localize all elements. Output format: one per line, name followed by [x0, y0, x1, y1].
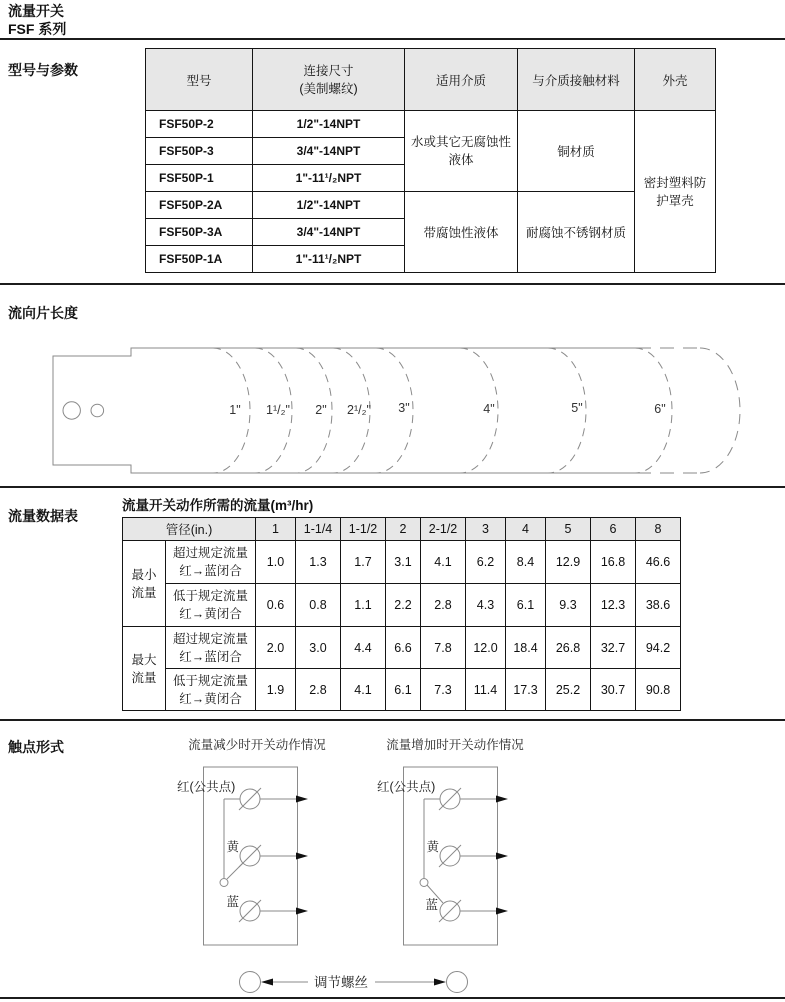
vane-outline: [53, 348, 637, 473]
vane-size-label: 1": [229, 403, 241, 417]
material-brass-cell: 铜材质: [518, 111, 635, 192]
pipe-size-header: 4: [506, 518, 546, 541]
flow-value: 26.8: [546, 627, 591, 669]
decrease-diagram-title: 流量减少时开关动作情况: [188, 738, 326, 752]
size-cell: 1"-11¹/₂NPT: [253, 165, 405, 192]
condition-line1: 低于规定流量: [172, 673, 248, 688]
pivot-point: [420, 879, 428, 887]
table-row: [146, 192, 716, 219]
flow-value: 17.3: [506, 669, 546, 711]
flow-value: 4.3: [466, 584, 506, 627]
model-cell: FSF50P-2A: [146, 192, 253, 219]
col-header-model: 型号: [146, 49, 253, 111]
flow-value: 12.3: [591, 584, 636, 627]
condition-line2: 红→蓝闭合: [179, 564, 242, 578]
divider-top: [0, 38, 785, 40]
size-cell: 3/4"-14NPT: [253, 219, 405, 246]
table-row: [123, 669, 681, 711]
arrow-right-icon: [296, 853, 308, 860]
flow-value: 3.0: [296, 627, 341, 669]
group-label-max: [123, 627, 166, 711]
doc-title: 流量开关: [8, 3, 64, 19]
yellow-terminal-label: 黄: [226, 840, 239, 854]
vane-size-label: 5": [571, 401, 583, 415]
doc-header: [8, 2, 66, 38]
vane-end-arc: [700, 348, 740, 473]
model-table: [145, 48, 716, 273]
condition-line1: 超过规定流量: [172, 546, 248, 560]
condition-line2: 红→黄闭合: [179, 691, 242, 706]
table-row: [146, 111, 716, 138]
pipe-size-header: 8: [636, 518, 681, 541]
group-label-line2: 流量: [131, 670, 157, 685]
section-label-flow: 流量数据表: [8, 508, 78, 524]
blue-terminal-label: 蓝: [425, 898, 438, 912]
flow-value: 12.0: [466, 627, 506, 669]
size-cell: 1/2"-14NPT: [253, 192, 405, 219]
condition-line2: 红→蓝闭合: [179, 649, 242, 664]
pipe-size-header: 1-1/4: [296, 518, 341, 541]
model-cell: FSF50P-2: [146, 111, 253, 138]
size-cell: 1/2"-14NPT: [253, 111, 405, 138]
flow-value: 1.7: [341, 541, 386, 584]
mounting-hole-small: [91, 404, 104, 417]
flow-value: 2.8: [421, 584, 466, 627]
flow-value: 1.3: [296, 541, 341, 584]
condition-cell: [166, 669, 256, 711]
vane-size-label: 3": [398, 401, 410, 415]
housing-line2: 护罩壳: [656, 193, 694, 208]
flow-table-header-row: [123, 518, 681, 541]
table-row: [123, 541, 681, 584]
vane-size-label: 1¹/₂": [266, 403, 290, 417]
flow-table-title: 流量开关动作所需的流量(m³/hr): [122, 498, 314, 513]
section-label-models: 型号与参数: [8, 62, 78, 78]
condition-line1: 超过规定流量: [172, 631, 248, 646]
flow-value: 4.1: [421, 541, 466, 584]
yellow-terminal-label: 黄: [426, 840, 439, 854]
vane-size-label: 4": [483, 402, 495, 416]
section-label-vane: 流向片长度: [8, 305, 78, 321]
model-table-header-row: [146, 49, 716, 111]
adjustment-screw-label: 调节螺丝: [314, 975, 368, 990]
increase-diagram-title: 流量增加时开关动作情况: [386, 738, 524, 752]
blue-terminal-label: 蓝: [226, 895, 239, 909]
medium-line2: 液体: [448, 153, 474, 167]
table-row: [123, 584, 681, 627]
arrow-right-icon: [296, 796, 308, 803]
vane-size-label: 2¹/₂": [347, 403, 371, 417]
contact-wiring-diagrams: [150, 730, 650, 1000]
col-header-material: 与介质接触材料: [518, 49, 635, 111]
flow-value: 7.8: [421, 627, 466, 669]
col-header-medium: 适用介质: [405, 49, 518, 111]
medium-noncorrosive-cell: [405, 111, 518, 192]
flow-value: 38.6: [636, 584, 681, 627]
arrow-right-icon: [496, 796, 508, 803]
size-cell: 1"-11¹/₂NPT: [253, 246, 405, 273]
pipe-size-header: 2: [386, 518, 421, 541]
medium-line1: 水或其它无腐蚀性: [410, 135, 511, 149]
flow-value: 6.1: [386, 669, 421, 711]
col-header-size-line2: (美制螺纹): [299, 81, 358, 96]
flow-value: 9.3: [546, 584, 591, 627]
flow-value: 94.2: [636, 627, 681, 669]
pipe-size-header: 1-1/2: [341, 518, 386, 541]
common-terminal-label: 红(公共点): [177, 780, 236, 794]
model-cell: FSF50P-1: [146, 165, 253, 192]
flow-value: 2.0: [256, 627, 296, 669]
flow-value: 6.6: [386, 627, 421, 669]
flow-value: 8.4: [506, 541, 546, 584]
group-label-line2: 流量: [131, 585, 157, 600]
pipe-size-header: 2-1/2: [421, 518, 466, 541]
flow-value: 4.1: [341, 669, 386, 711]
flow-value: 6.2: [466, 541, 506, 584]
flow-value: 12.9: [546, 541, 591, 584]
model-cell: FSF50P-1A: [146, 246, 253, 273]
flow-value: 0.8: [296, 584, 341, 627]
medium-corrosive-cell: 带腐蚀性液体: [405, 192, 518, 273]
flow-value: 25.2: [546, 669, 591, 711]
adjustment-screw-right: [447, 972, 468, 993]
condition-line2: 红→黄闭合: [179, 607, 242, 621]
pipe-size-header: 3: [466, 518, 506, 541]
flow-value: 6.1: [506, 584, 546, 627]
mounting-hole-large: [63, 402, 80, 419]
col-header-size-line1: 连接尺寸: [303, 63, 354, 78]
condition-cell: [166, 584, 256, 627]
flow-value: 11.4: [466, 669, 506, 711]
pivot-point: [220, 879, 228, 887]
model-cell: FSF50P-3: [146, 138, 253, 165]
flow-value: 1.1: [341, 584, 386, 627]
group-label-line1: 最大: [131, 652, 157, 667]
flow-value: 46.6: [636, 541, 681, 584]
arrow-right-icon: [434, 979, 446, 986]
pipe-size-header: 5: [546, 518, 591, 541]
arrow-left-icon: [261, 979, 273, 986]
divider-4: [0, 719, 785, 721]
material-stainless-cell: 耐腐蚀不锈钢材质: [518, 192, 635, 273]
divider-3: [0, 486, 785, 488]
condition-cell: [166, 541, 256, 584]
housing-line1: 密封塑料防: [643, 175, 707, 190]
flow-table: [122, 517, 681, 711]
condition-cell: [166, 627, 256, 669]
pipe-size-header: 1: [256, 518, 296, 541]
flow-value: 1.9: [256, 669, 296, 711]
housing-cell: [635, 111, 716, 273]
pipe-size-header: 6: [591, 518, 636, 541]
flow-value: 16.8: [591, 541, 636, 584]
common-terminal-label: 红(公共点): [377, 780, 436, 794]
flow-value: 0.6: [256, 584, 296, 627]
model-cell: FSF50P-3A: [146, 219, 253, 246]
group-label-min: [123, 541, 166, 627]
section-label-contact: 触点形式: [8, 739, 64, 755]
divider-2: [0, 283, 785, 285]
col-header-housing: 外壳: [635, 49, 716, 111]
vane-size-label: 6": [654, 402, 666, 416]
flow-value: 7.3: [421, 669, 466, 711]
arrow-right-icon: [496, 853, 508, 860]
condition-line1: 低于规定流量: [172, 589, 248, 603]
divider-bottom: [0, 997, 785, 999]
vane-length-diagram: [0, 330, 785, 488]
doc-series: FSF 系列: [8, 21, 67, 37]
flow-value: 4.4: [341, 627, 386, 669]
flow-value: 3.1: [386, 541, 421, 584]
col-header-size: [253, 49, 405, 111]
flow-value: 2.2: [386, 584, 421, 627]
flow-value: 30.7: [591, 669, 636, 711]
flow-value: 1.0: [256, 541, 296, 584]
flow-value: 2.8: [296, 669, 341, 711]
arrow-right-icon: [496, 908, 508, 915]
adjustment-screw-left: [240, 972, 261, 993]
flow-value: 32.7: [591, 627, 636, 669]
table-row: [123, 627, 681, 669]
diameter-header: 管径(in.): [123, 518, 256, 541]
size-cell: 3/4"-14NPT: [253, 138, 405, 165]
vane-size-label: 2": [315, 403, 327, 417]
flow-value: 18.4: [506, 627, 546, 669]
group-label-line1: 最小: [131, 567, 157, 582]
arrow-right-icon: [296, 908, 308, 915]
flow-value: 90.8: [636, 669, 681, 711]
